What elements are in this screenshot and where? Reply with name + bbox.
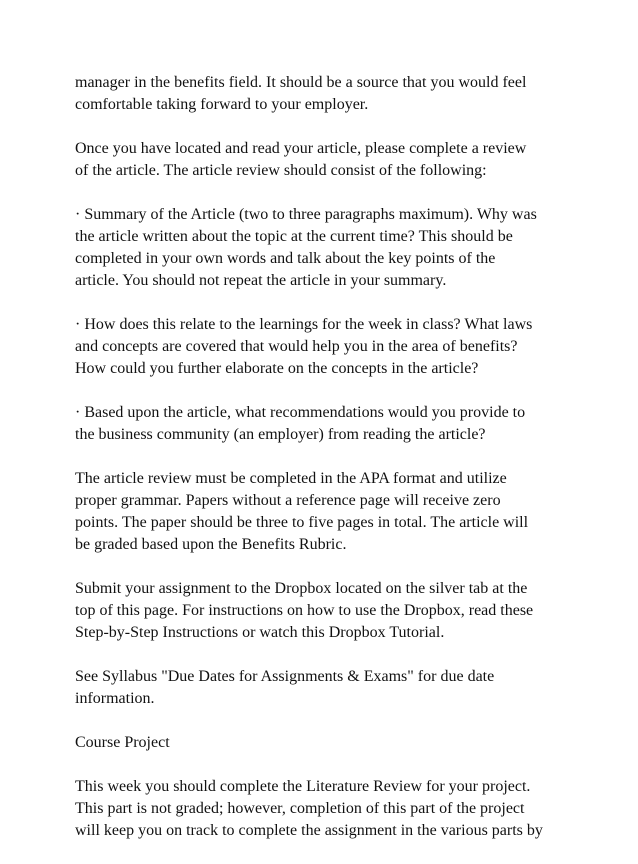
text-line: manager in the benefits field. It should be a source that you would feel xyxy=(75,74,527,91)
text-line: The article review must be completed in the APA format and utilize xyxy=(75,470,507,487)
text-line: and concepts are covered that would help you in the area of benefits? xyxy=(75,338,518,355)
paragraph-syllabus-due-dates xyxy=(75,666,575,710)
paragraph-apa-requirements xyxy=(75,468,575,556)
paragraph-review-instructions xyxy=(75,138,575,182)
text-line: · How does this relate to the learnings for the week in class? What laws xyxy=(75,316,533,333)
section-heading-course-project xyxy=(75,732,575,754)
text-line: Once you have located and read your article, please complete a review xyxy=(75,140,527,157)
text-line: top of this page. For instructions on how to use the Dropbox, read these xyxy=(75,602,534,619)
text-line: the business community (an employer) from reading the article? xyxy=(75,426,486,443)
text-line: How could you further elaborate on the concepts in the article? xyxy=(75,360,479,377)
bullet-summary xyxy=(75,204,575,292)
paragraph-intro-continued xyxy=(75,72,575,116)
bullet-learnings xyxy=(75,314,575,380)
text-line: information. xyxy=(75,690,155,707)
text-line: comfortable taking forward to your employer. xyxy=(75,96,369,113)
text-line: · Based upon the article, what recommendations would you provide to xyxy=(75,404,526,421)
bullet-recommendations xyxy=(75,402,575,446)
text-line: completed in your own words and talk about the key points of the xyxy=(75,250,496,267)
paragraph-literature-review xyxy=(75,776,575,842)
text-line: Course Project xyxy=(75,734,170,751)
text-line: the article written about the topic at the current time? This should be xyxy=(75,228,513,245)
paragraph-submit-dropbox xyxy=(75,578,575,644)
text-line: be graded based upon the Benefits Rubric. xyxy=(75,536,347,553)
text-line: points. The paper should be three to five pages in total. The article will xyxy=(75,514,529,531)
text-line: Step-by-Step Instructions or watch this Dropbox Tutorial. xyxy=(75,624,445,641)
text-line: article. You should not repeat the article in your summary. xyxy=(75,272,447,289)
text-line: This part is not graded; however, completion of this part of the project xyxy=(75,800,525,817)
text-line: of the article. The article review should consist of the following: xyxy=(75,162,487,179)
text-line: This week you should complete the Literature Review for your project. xyxy=(75,778,531,795)
text-line: proper grammar. Papers without a reference page will receive zero xyxy=(75,492,501,509)
document-body xyxy=(75,72,575,864)
text-line: See Syllabus "Due Dates for Assignments & Exams" for due date xyxy=(75,668,495,685)
text-line: Submit your assignment to the Dropbox located on the silver tab at the xyxy=(75,580,528,597)
text-line: will keep you on track to complete the assignment in the various parts by xyxy=(75,822,543,839)
text-line: · Summary of the Article (two to three paragraphs maximum). Why was xyxy=(75,206,537,223)
